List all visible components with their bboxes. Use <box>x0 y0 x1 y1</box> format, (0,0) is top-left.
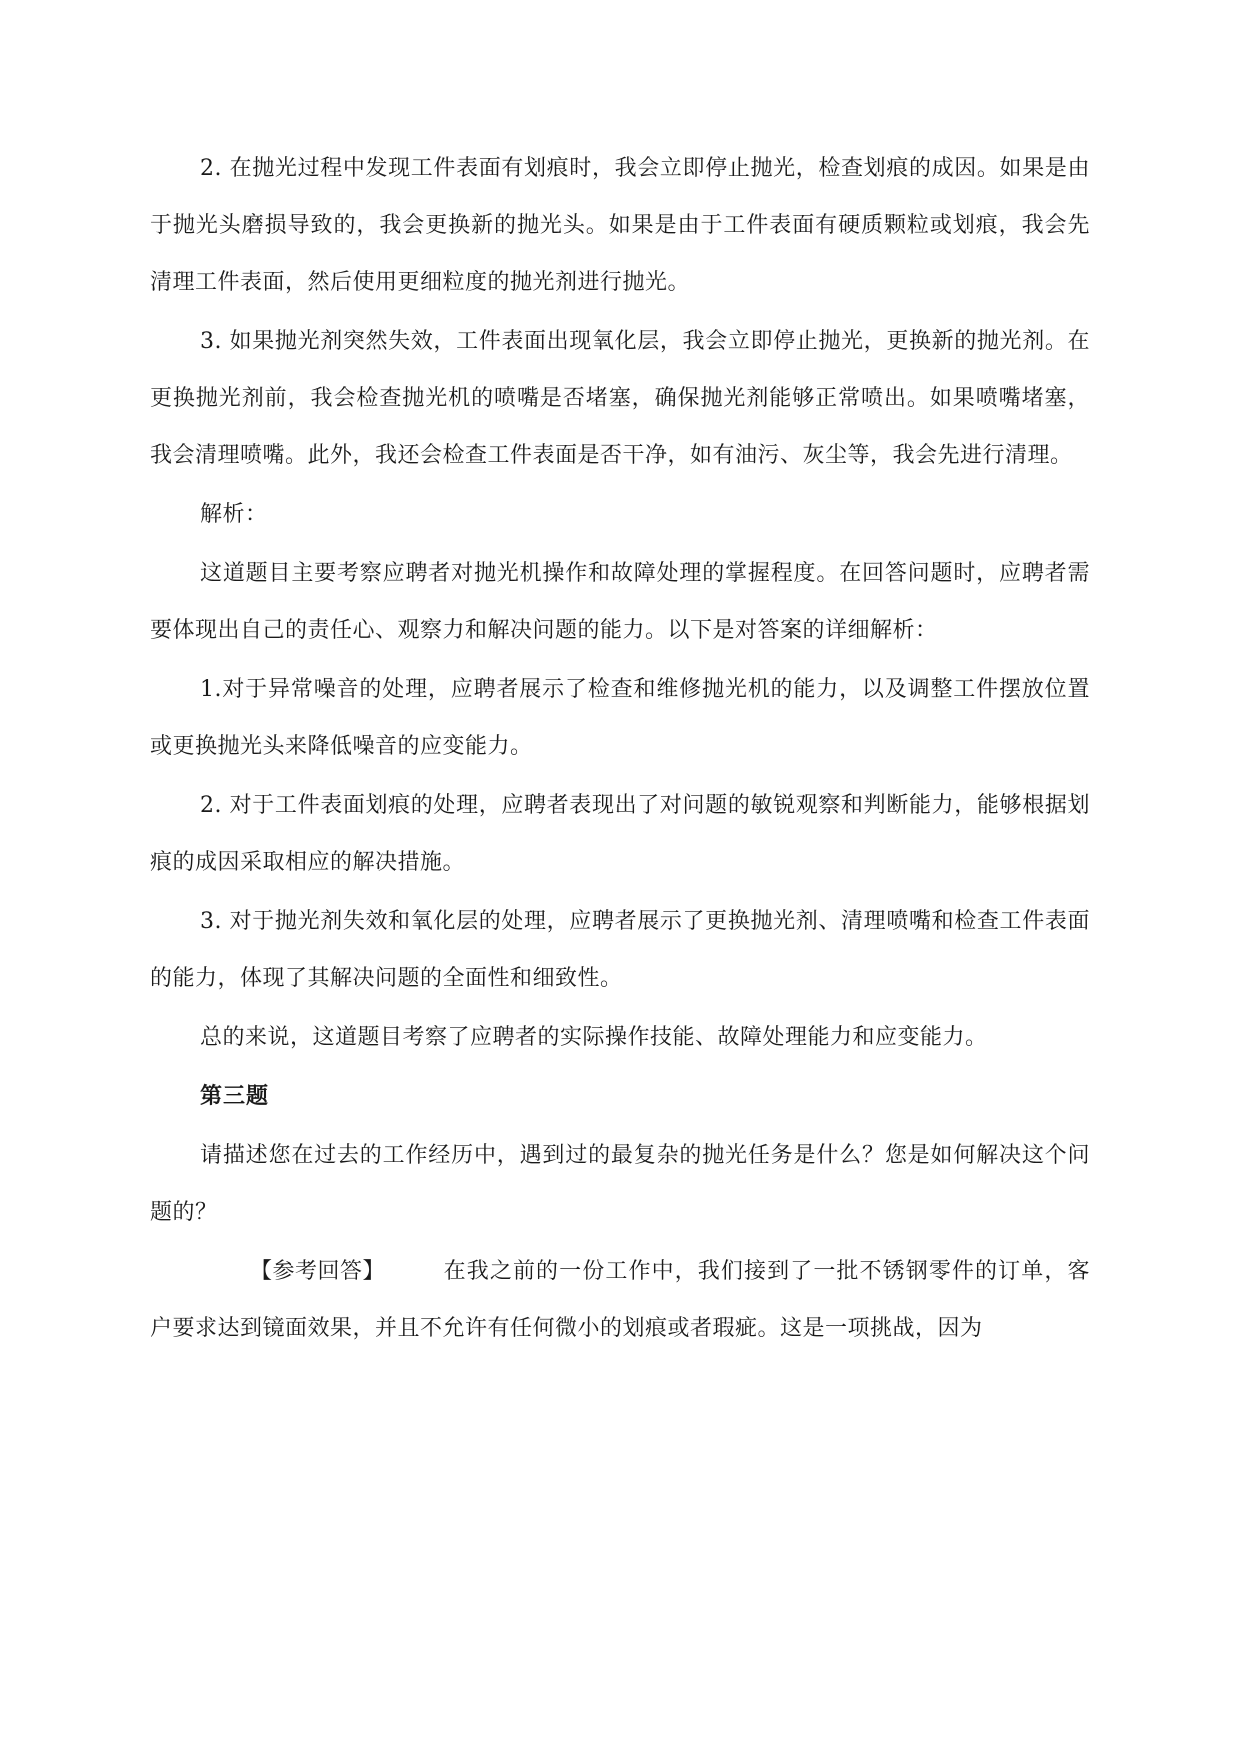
analysis-label: 解析： <box>200 502 268 527</box>
reference-answer-label: 【参考回答】 <box>250 1259 386 1284</box>
analysis-intro: 这道题目主要考察应聘者对抛光机操作和故障处理的掌握程度。在回答问题时，应聘者需要体现出自己的责任心、观察力和解决问题的能力。以下是对答案的详细解析： <box>150 561 1090 643</box>
answer-paragraph-2: 2. 在抛光过程中发现工件表面有划痕时，我会立即停止抛光，检查划痕的成因。如果是由于抛光头磨损导致的，我会更换新的抛光头。如果是由于工件表面有硬质颗粒或划痕，我会先清理工件表面，然后使用更细粒度的抛光剂进行抛光。 <box>150 156 1090 295</box>
analysis-point-1: 1.对于异常噪音的处理，应聘者展示了检查和维修抛光机的能力，以及调整工件摆放位置或更换抛光头来降低噪音的应变能力。 <box>150 677 1090 759</box>
analysis-point-2: 2. 对于工件表面划痕的处理，应聘者表现出了对问题的敏锐观察和判断能力，能够根据划痕的成因采取相应的解决措施。 <box>150 793 1090 875</box>
reference-answer-text: 在我之前的一份工作中，我们接到了一批不锈钢零件的订单，客户要求达到镜面效果，并且不允许有任何微小的划痕或者瑕疵。这是一项挑战，因为 <box>150 1259 1090 1341</box>
question-heading: 第三题 <box>200 1083 270 1109</box>
answer-paragraph-3: 3. 如果抛光剂突然失效，工件表面出现氧化层，我会立即停止抛光，更换新的抛光剂。在更换抛光剂前，我会检查抛光机的喷嘴是否堵塞，确保抛光剂能够正常喷出。如果喷嘴堵塞，我会清理喷嘴。此外，我还会检查工件表面是否干净，如有油污、灰尘等，我会先进行清理。 <box>150 329 1090 468</box>
document-page <box>150 140 1090 1359</box>
question-text: 请描述您在过去的工作经历中，遇到过的最复杂的抛光任务是什么？您是如何解决这个问题的？ <box>150 1143 1090 1225</box>
analysis-point-3: 3. 对于抛光剂失效和氧化层的处理，应聘者展示了更换抛光剂、清理喷嘴和检查工件表面的能力，体现了其解决问题的全面性和细致性。 <box>150 909 1090 991</box>
analysis-summary: 总的来说，这道题目考察了应聘者的实际操作技能、故障处理能力和应变能力。 <box>200 1025 988 1050</box>
reference-answer <box>150 1243 1090 1357</box>
